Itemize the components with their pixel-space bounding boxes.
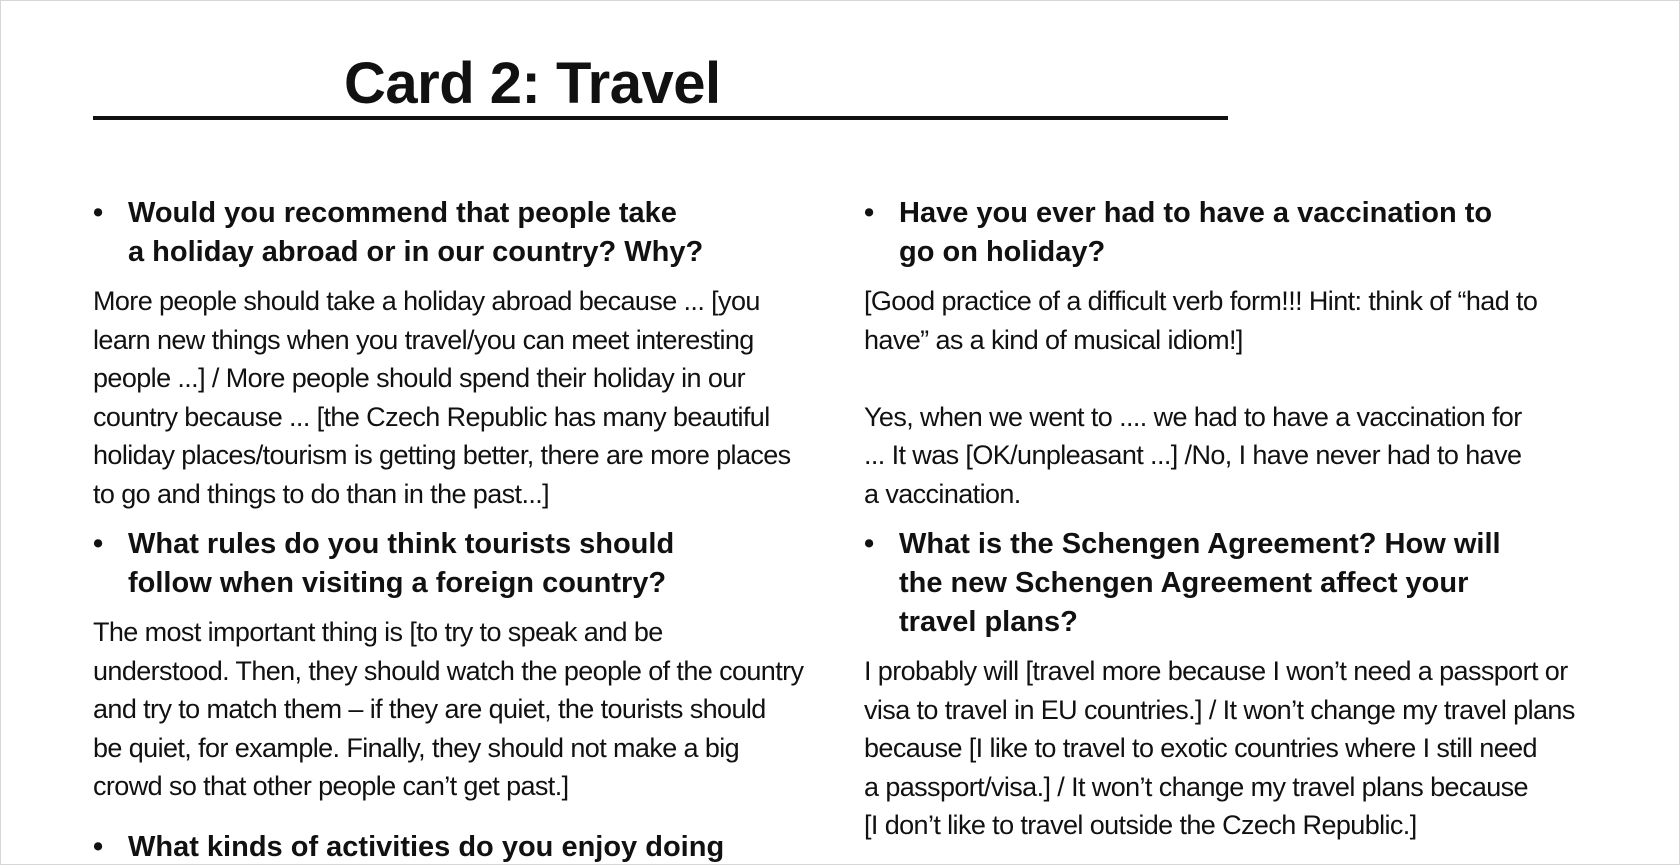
bullet-icon: • (864, 528, 875, 560)
question-text: What is the Schengen Agreement? How will the new Schengen Agreement affect your travel plans? (899, 528, 1501, 638)
card-title: Card 2: Travel (344, 51, 721, 116)
question-heading (93, 828, 823, 865)
question-text: Would you recommend that people take a holiday abroad or in our country? Why? (128, 197, 704, 268)
qa-block (93, 828, 823, 865)
question-heading (864, 194, 1604, 272)
qa-block (864, 194, 1604, 513)
bullet-icon: • (93, 528, 104, 560)
question-heading (864, 525, 1604, 642)
question-text: Have you ever had to have a vaccination to go on holiday? (899, 197, 1493, 268)
bullet-icon: • (864, 197, 875, 229)
answer-text: The most important thing is [to try to speak and be understood. Then, they should watch the people of the country and try to match them – if they are quiet, the tourists should be quiet, for example. Finally, they should not make a big crowd so that other people can’t get past.] (93, 617, 804, 801)
answer-text: More people should take a holiday abroad because ... [you learn new things when you travel/you can meet interesting people ...] / More people should spend their holiday in our country because ... [the Czech Republic has many beautiful holiday places/tourism is getting better, there are more places to go and things to do than in the past...] (93, 286, 791, 509)
bullet-icon: • (93, 197, 104, 229)
question-text: What kinds of activities do you enjoy doing (128, 830, 725, 863)
question-heading (93, 194, 823, 272)
question-heading (93, 525, 823, 603)
qa-block (93, 194, 823, 513)
answer-text: [Good practice of a difficult verb form!!! Hint: think of “had to have” as a kind of musical idiom!] Yes, when we went to .... we had to have a vaccination for ... It was [OK/unpleasant ...] /No, I have never had to have a vaccination. (864, 286, 1538, 509)
title-underline (93, 116, 1228, 120)
qa-block (93, 525, 823, 806)
question-text: What rules do you think tourists should follow when visiting a foreign country? (128, 528, 675, 599)
right-column (864, 194, 1604, 857)
answer-text: I probably will [travel more because I won’t need a passport or visa to travel in EU countries.] / It won’t change my travel plans because [I like to travel to exotic countries where I still need a passport/visa.] / It won’t change my travel plans because [I don’t like to travel outside the Czech Republic.] (864, 656, 1575, 840)
left-column (93, 194, 823, 865)
bullet-icon: • (93, 830, 104, 863)
qa-block (864, 525, 1604, 845)
